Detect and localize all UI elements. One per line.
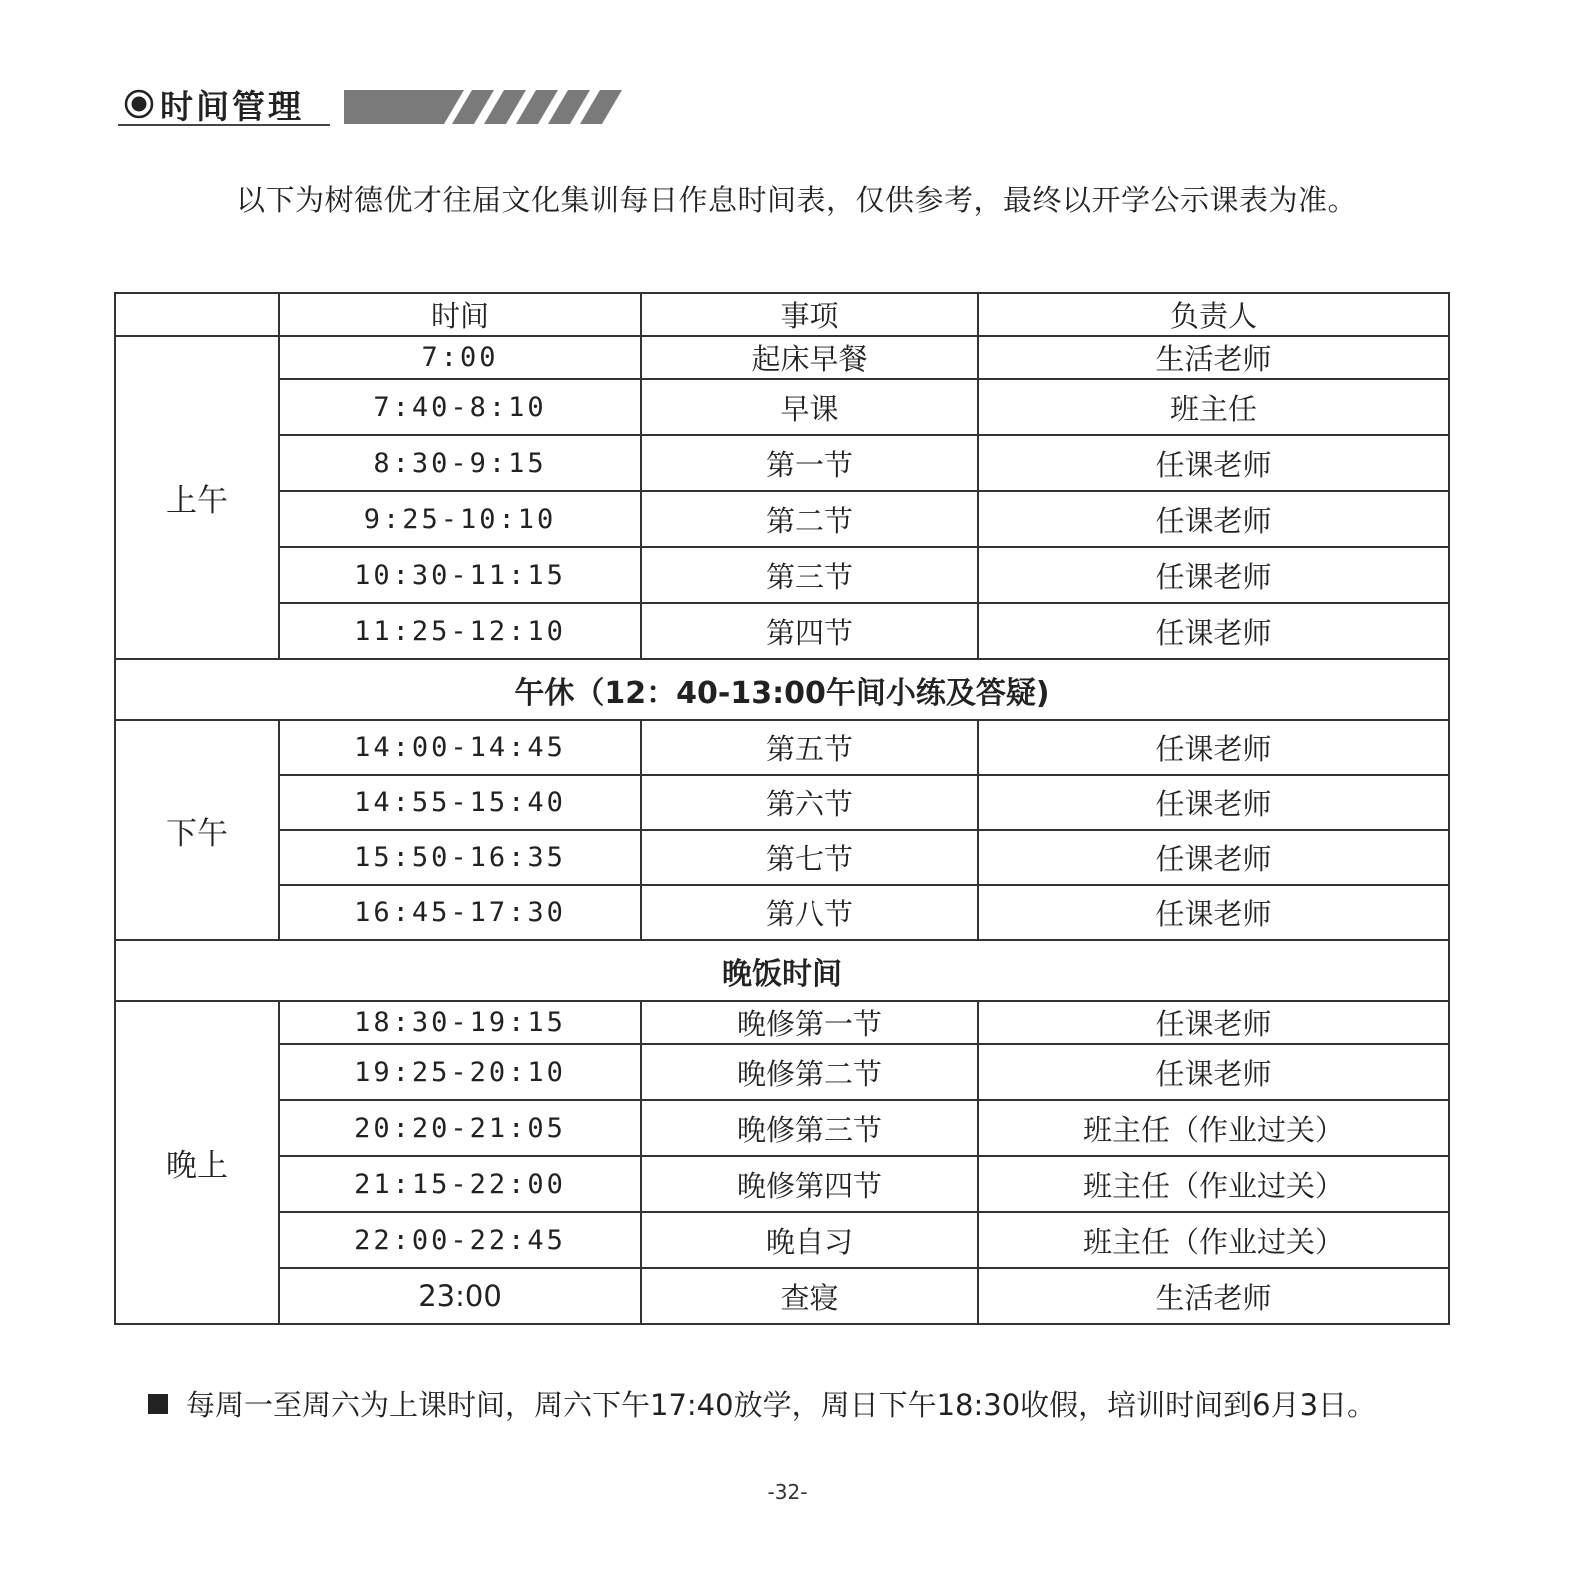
table-row bbox=[115, 1268, 1449, 1324]
section-header bbox=[118, 84, 638, 128]
time-cell: 9:25-10:10 bbox=[279, 491, 641, 547]
time-cell: 18:30-19:15 bbox=[279, 1001, 641, 1044]
table-row bbox=[115, 830, 1449, 885]
time-cell: 10:30-11:15 bbox=[279, 547, 641, 603]
time-cell: 11:25-12:10 bbox=[279, 603, 641, 659]
person-cell: 任课老师 bbox=[978, 435, 1449, 491]
radio-bullet-icon bbox=[124, 89, 154, 119]
item-cell: 查寝 bbox=[641, 1268, 978, 1324]
time-cell: 22:00-22:45 bbox=[279, 1212, 641, 1268]
time-cell: 23:00 bbox=[279, 1268, 641, 1324]
footer-note-text: 每周一至周六为上课时间，周六下午17:40放学，周日下午18:30收假，培训时间到6月3日。 bbox=[186, 1388, 1377, 1422]
item-cell: 第四节 bbox=[641, 603, 978, 659]
item-cell: 晚自习 bbox=[641, 1212, 978, 1268]
dinner-break-row bbox=[115, 940, 1449, 1001]
period-evening: 晚上 bbox=[115, 1001, 279, 1324]
time-cell: 19:25-20:10 bbox=[279, 1044, 641, 1100]
person-cell: 任课老师 bbox=[978, 491, 1449, 547]
item-cell: 第二节 bbox=[641, 491, 978, 547]
table-row bbox=[115, 435, 1449, 491]
footer-note bbox=[148, 1383, 1478, 1424]
person-cell: 任课老师 bbox=[978, 885, 1449, 940]
noon-break-label: 午休（12：40-13:00午间小练及答疑) bbox=[115, 659, 1449, 720]
table-header-row bbox=[115, 293, 1449, 336]
item-cell: 第八节 bbox=[641, 885, 978, 940]
person-cell: 任课老师 bbox=[978, 547, 1449, 603]
person-cell: 任课老师 bbox=[978, 720, 1449, 775]
person-cell: 任课老师 bbox=[978, 830, 1449, 885]
page-number: -32- bbox=[767, 1480, 808, 1504]
decorative-stripe-bar bbox=[344, 90, 634, 124]
table-row bbox=[115, 603, 1449, 659]
period-afternoon: 下午 bbox=[115, 720, 279, 940]
time-cell: 21:15-22:00 bbox=[279, 1156, 641, 1212]
header-cell-time: 时间 bbox=[279, 293, 641, 336]
time-cell: 7:00 bbox=[279, 336, 641, 379]
time-cell: 7:40-8:10 bbox=[279, 379, 641, 435]
person-cell: 班主任（作业过关） bbox=[978, 1100, 1449, 1156]
header-cell-person: 负责人 bbox=[978, 293, 1449, 336]
person-cell: 班主任 bbox=[978, 379, 1449, 435]
item-cell: 第一节 bbox=[641, 435, 978, 491]
table-row bbox=[115, 1212, 1449, 1268]
item-cell: 晚修第四节 bbox=[641, 1156, 978, 1212]
header-cell-item: 事项 bbox=[641, 293, 978, 336]
table-row bbox=[115, 720, 1449, 775]
person-cell: 班主任（作业过关） bbox=[978, 1156, 1449, 1212]
period-morning: 上午 bbox=[115, 336, 279, 659]
table-row bbox=[115, 547, 1449, 603]
item-cell: 第三节 bbox=[641, 547, 978, 603]
person-cell: 任课老师 bbox=[978, 775, 1449, 830]
time-cell: 15:50-16:35 bbox=[279, 830, 641, 885]
table-row bbox=[115, 491, 1449, 547]
table-row bbox=[115, 775, 1449, 830]
dinner-break-label: 晚饭时间 bbox=[115, 940, 1449, 1001]
person-cell: 任课老师 bbox=[978, 603, 1449, 659]
time-cell: 8:30-9:15 bbox=[279, 435, 641, 491]
item-cell: 早课 bbox=[641, 379, 978, 435]
table-row bbox=[115, 885, 1449, 940]
person-cell: 任课老师 bbox=[978, 1044, 1449, 1100]
item-cell: 晚修第二节 bbox=[641, 1044, 978, 1100]
table-row bbox=[115, 1044, 1449, 1100]
section-title-box bbox=[118, 84, 330, 126]
time-cell: 16:45-17:30 bbox=[279, 885, 641, 940]
person-cell: 生活老师 bbox=[978, 336, 1449, 379]
person-cell: 班主任（作业过关） bbox=[978, 1212, 1449, 1268]
time-cell: 14:00-14:45 bbox=[279, 720, 641, 775]
table-row bbox=[115, 336, 1449, 379]
noon-break-row bbox=[115, 659, 1449, 720]
person-cell: 任课老师 bbox=[978, 1001, 1449, 1044]
item-cell: 晚修第一节 bbox=[641, 1001, 978, 1044]
intro-text: 以下为树德优才往届文化集训每日作息时间表，仅供参考，最终以开学公示课表为准。 bbox=[236, 183, 1358, 217]
table-row bbox=[115, 1001, 1449, 1044]
table-row bbox=[115, 379, 1449, 435]
table-row bbox=[115, 1100, 1449, 1156]
schedule-table bbox=[114, 292, 1450, 1325]
section-title: 时间管理 bbox=[160, 86, 304, 126]
table-row bbox=[115, 1156, 1449, 1212]
time-cell: 20:20-21:05 bbox=[279, 1100, 641, 1156]
item-cell: 第七节 bbox=[641, 830, 978, 885]
header-cell-blank bbox=[115, 293, 279, 336]
item-cell: 第五节 bbox=[641, 720, 978, 775]
item-cell: 起床早餐 bbox=[641, 336, 978, 379]
time-cell: 14:55-15:40 bbox=[279, 775, 641, 830]
person-cell: 生活老师 bbox=[978, 1268, 1449, 1324]
square-bullet-icon bbox=[148, 1394, 168, 1414]
item-cell: 第六节 bbox=[641, 775, 978, 830]
item-cell: 晚修第三节 bbox=[641, 1100, 978, 1156]
